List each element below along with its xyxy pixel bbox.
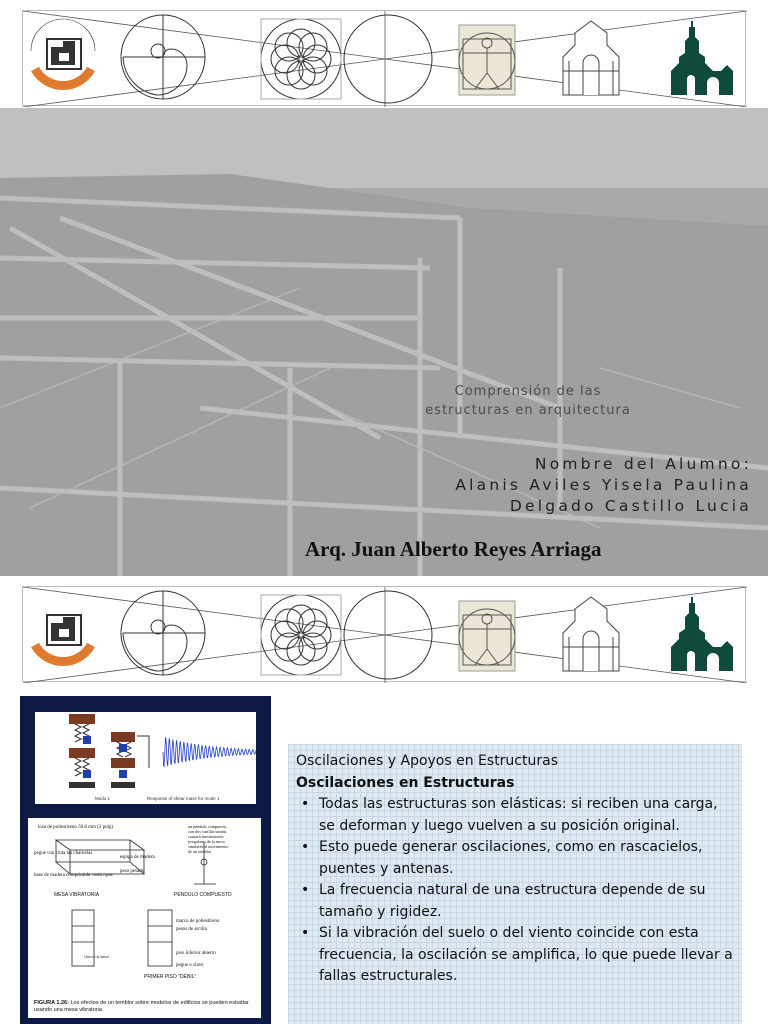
header-banner [22, 10, 746, 106]
church-silhouette-icon [671, 597, 733, 671]
cover-subtitle-line2: estructuras en arquitectura [425, 403, 631, 418]
weight-label: peso pesado [120, 869, 145, 874]
cover-subtitle-line1: Comprensión de las [454, 384, 602, 399]
notes-title: Oscilaciones y Apoyos en Estructuras [296, 753, 558, 769]
student-name-1: Alanis Aviles Yisela Paulina [455, 476, 752, 494]
church-silhouette-icon [671, 21, 733, 95]
golden-spiral-icon [121, 591, 205, 675]
mode-label: Modo 1 [95, 796, 111, 801]
slab-label: losa de poliestireno 50.8 mm (2 pulg) [38, 825, 114, 830]
figure-panel [20, 696, 271, 1024]
oscillation-mode-figure [35, 712, 256, 804]
figure-caption [34, 1000, 258, 1014]
faculty-logo-icon [27, 19, 99, 93]
cathedral-section-icon [563, 21, 619, 95]
wood-spike-label: espiga de madera [120, 855, 155, 860]
clay-label: pesos de arcilla [176, 927, 207, 932]
golden-spiral-icon [121, 15, 205, 99]
response-label: Response of shear mass for mode 1 [147, 796, 220, 801]
shake-table-figure [28, 818, 261, 1018]
nail-note-label: pegue o clave [176, 963, 204, 968]
open-floor-label: piso inferior abierto [176, 951, 216, 956]
student-names [455, 454, 752, 517]
shake-table-diagram [28, 818, 261, 1018]
teacher-name: Arq. Juan Alberto Reyes Arriaga [305, 537, 602, 561]
faculty-logo-icon [27, 597, 99, 669]
notes-bullet: • Esto puede generar oscilaciones, como en rascacielos, puentes y antenas. [296, 837, 734, 880]
section-banner [22, 586, 746, 682]
glue-label: pegue con cinta las charnelas [34, 851, 93, 856]
student-label: Nombre del Alumno: [534, 455, 752, 473]
mass-spring-diagram [35, 712, 256, 804]
shake-table-label: MESA VIBRATORIA [54, 892, 100, 898]
hinge-label: varilla rígida [92, 872, 113, 877]
vitruvian-man-icon [459, 25, 515, 95]
notes-section-title: Oscilaciones en Estructuras [296, 774, 515, 791]
notes-card [288, 744, 742, 1024]
base-label: base de madera comprimida [34, 873, 91, 878]
gothic-rose-window-icon [261, 19, 341, 99]
notes-bullet: • La frecuencia natural de una estructura depende de su tamaño y rigidez. [296, 880, 734, 923]
cover-subtitle [410, 382, 646, 420]
frame-label: marco de poliestireno [176, 919, 220, 924]
notes-bullet: • Todas las estructuras son elásticas: si reciben una carga, se deforman y luego vuelven a su posición original. [296, 794, 734, 837]
cover-hero [0, 108, 768, 576]
caption-label: FIGURA 1.26: [34, 1000, 69, 1006]
banner-artwork [23, 587, 747, 683]
banner-artwork [23, 11, 747, 107]
caption-text: Los efectos de un temblor sobre modelos de edificios se pueden estudiar usando una mesa vibratoria. [34, 1000, 249, 1013]
pendulum-label: PÉNDULO COMPUESTO [174, 892, 232, 898]
cathedral-section-icon [563, 597, 619, 671]
notes-bullet: • Si la vibración del suelo o del viento coincide con esta frecuencia, la oscilación se amplifica, lo que puede llevar a fallas estructurales. [296, 923, 734, 988]
pendulum-note: un péndulo compuesto, con dos varillas unidas, causará movimientos irregulares de la mesa similares al movimiento de un temblor [188, 824, 229, 854]
notes-bullet-list [296, 794, 734, 988]
vitruvian-man-icon [459, 601, 515, 671]
student-name-2: Delgado Castillo Lucia [509, 497, 752, 515]
gothic-rose-window-icon [261, 595, 341, 675]
nail-table-label: clavo a la mesa [84, 954, 109, 959]
weak-floor-label: PRIMER PISO "DÉBIL" [144, 974, 197, 980]
